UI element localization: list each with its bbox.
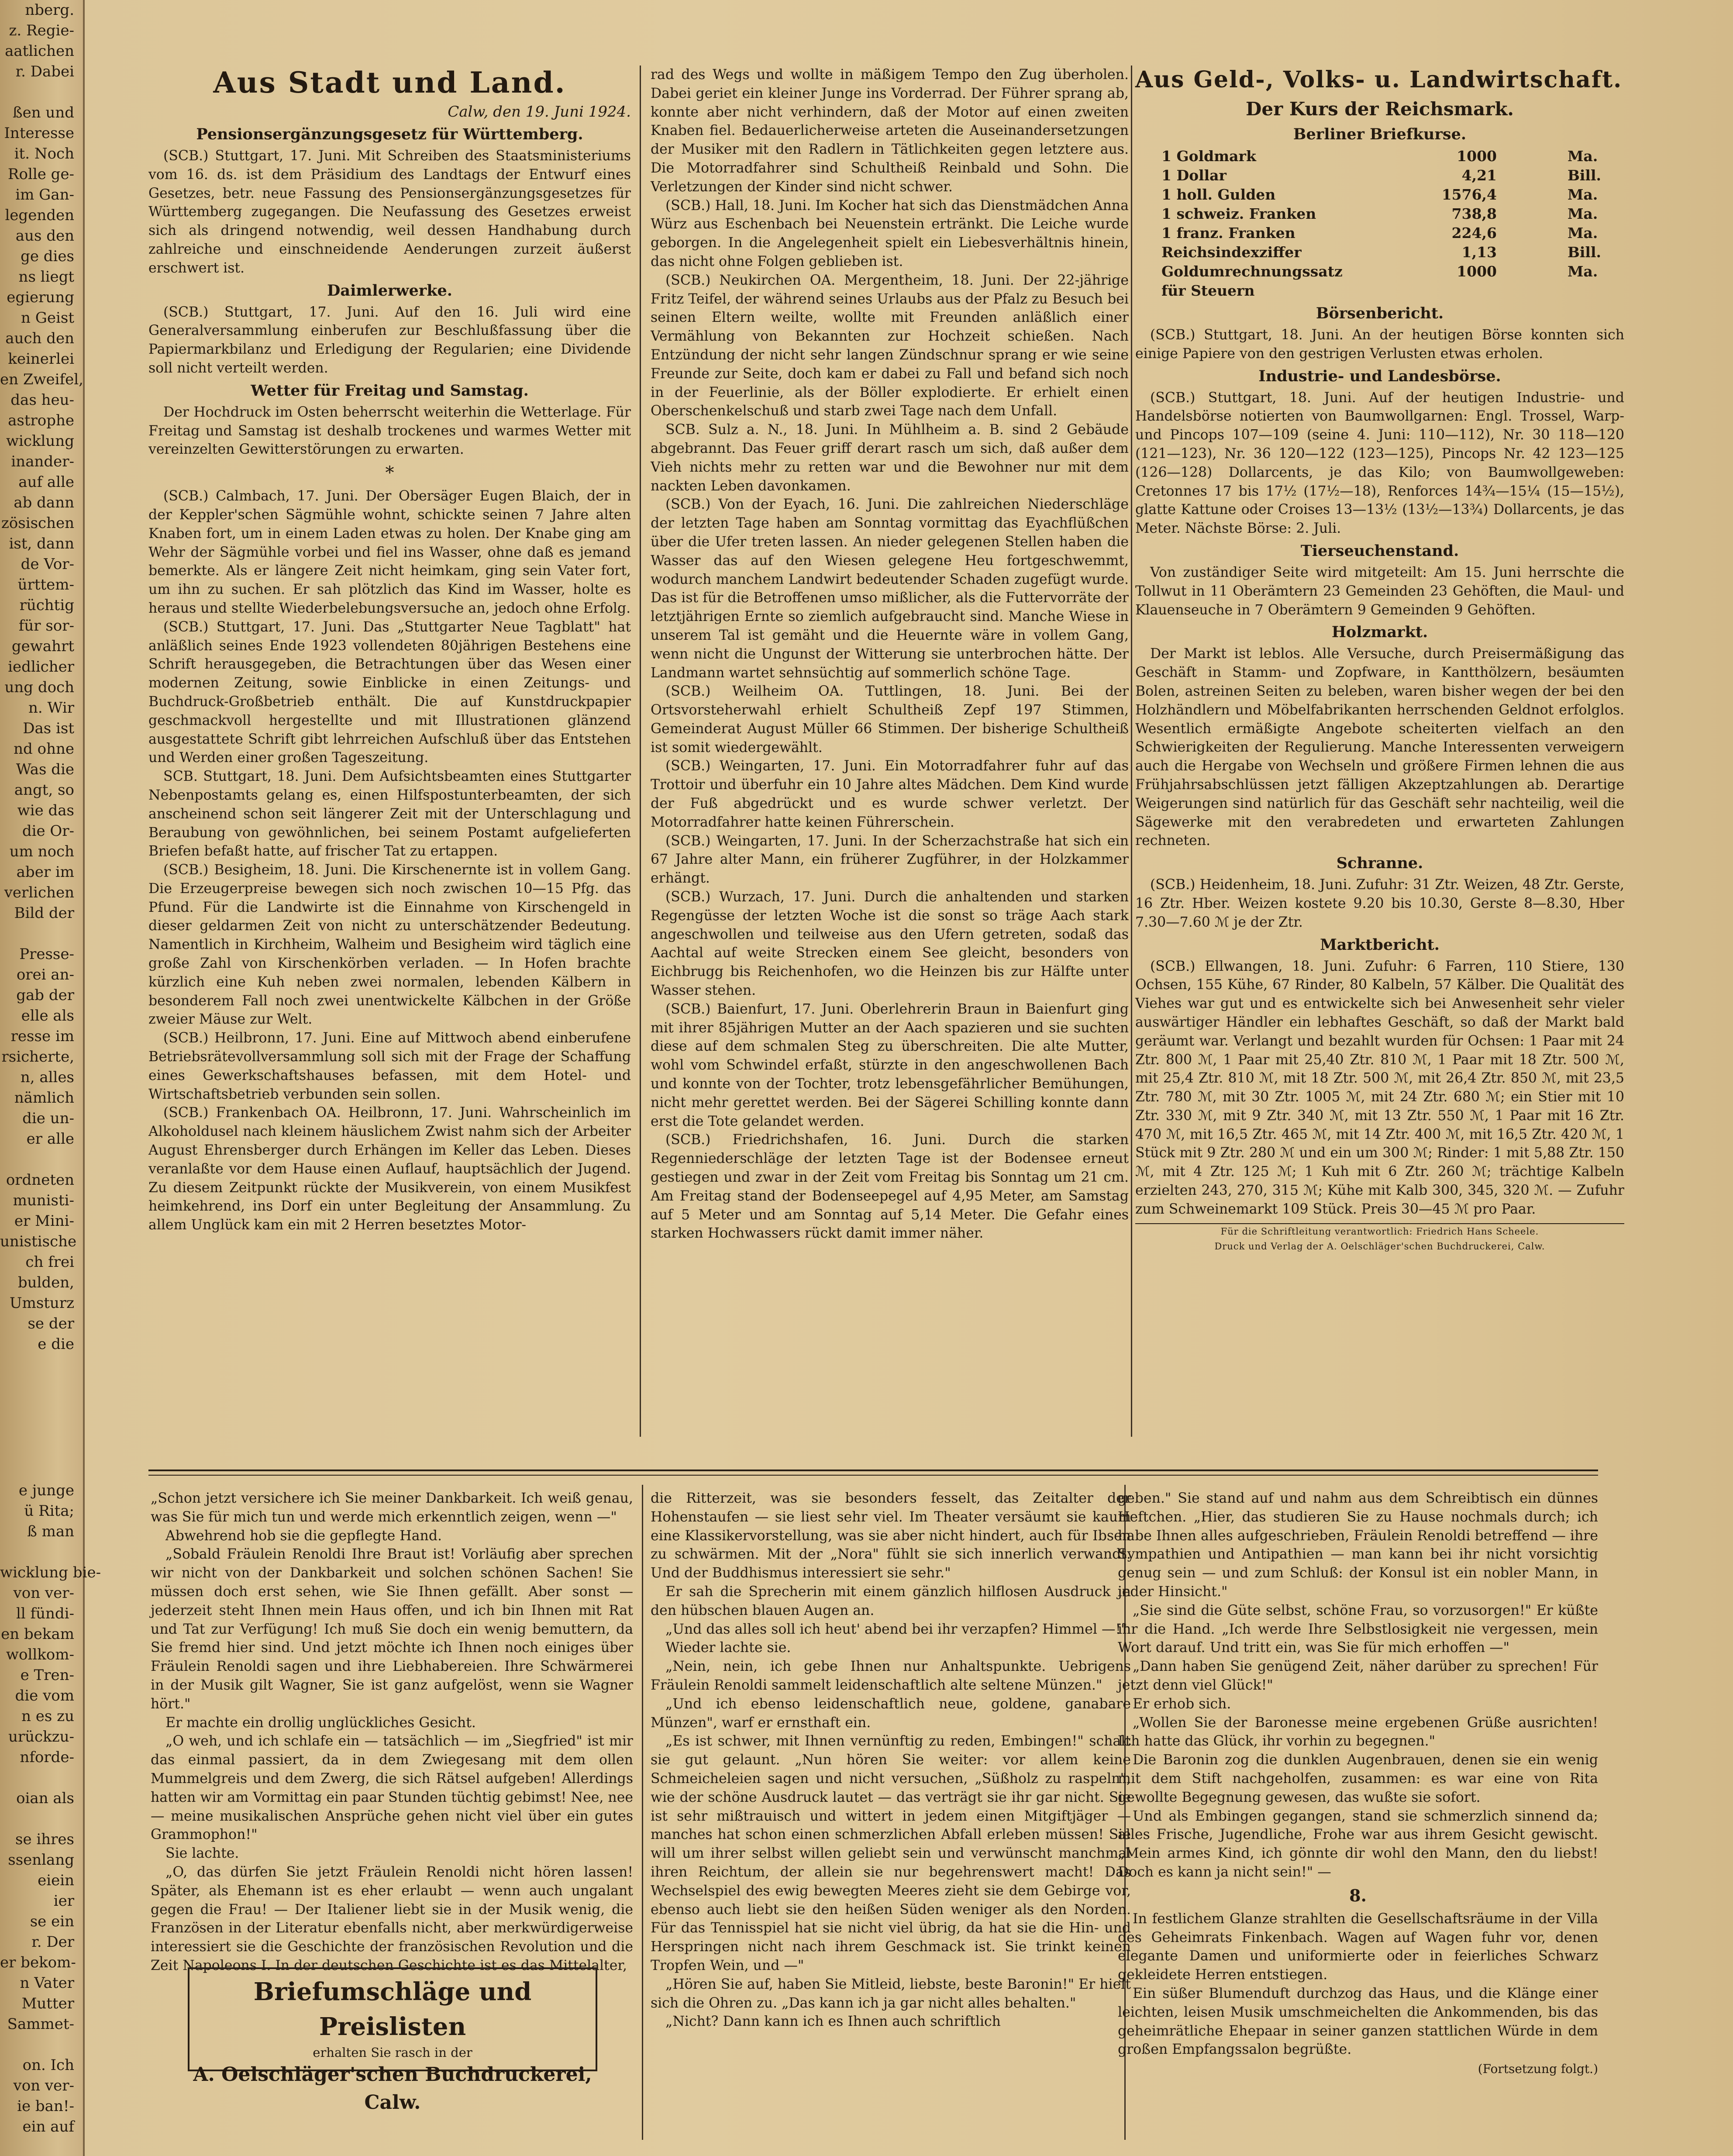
- adjacent-page-line: urückzu-: [8, 1728, 74, 1745]
- ad-publisher: A. Oelschläger'schen Buchdruckerei, Calw.: [193, 2063, 592, 2114]
- feuilleton-column-3: [1118, 1489, 1598, 2153]
- column-rule: [1131, 66, 1132, 1437]
- adjacent-page-line: von ver-: [13, 1584, 74, 1602]
- adjacent-page-line: ßen und: [12, 104, 74, 121]
- adjacent-page-line: wicklung: [6, 432, 74, 450]
- adjacent-page-line: bulden,: [17, 1274, 74, 1291]
- adjacent-page-line: ch frei: [25, 1253, 74, 1271]
- article-heading: Tierseuchenstand.: [1300, 542, 1459, 560]
- story-paragraph: Abwehrend hob sie die gepflegte Hand.: [165, 1528, 442, 1544]
- currency-name: Goldumrechnungssatz für Steuern: [1161, 263, 1343, 299]
- adjacent-page-line: wollkom-: [6, 1646, 74, 1663]
- adjacent-page-text-top: [0, 0, 83, 1353]
- adjacent-page-line: elle als: [21, 1007, 74, 1025]
- exchange-rate-row: [1135, 224, 1624, 243]
- adjacent-page-line: ssenlang: [8, 1851, 74, 1869]
- article-heading: Wetter für Freitag und Samstag.: [251, 381, 529, 400]
- rate-unit: Ma.: [1568, 148, 1598, 165]
- adjacent-page-line: ns liegt: [18, 268, 74, 286]
- exchange-rate-row: [1135, 147, 1624, 166]
- adjacent-page-line: de Vor-: [21, 555, 74, 573]
- story-paragraph: Wieder lachte sie.: [665, 1640, 791, 1656]
- story-paragraph: Er erhob sich.: [1133, 1696, 1231, 1712]
- article-paragraph: (SCB.) Ellwangen, 18. Juni. Zufuhr: 6 Farren, 110 Stiere, 130 Ochsen, 155 Kühe, 67 Rinder, 80 Kalbeln, 57 Kälber. Die Qualität des Viehes war gut und es entwickelte sich bei Anwesenheit sehr vieler auswärtiger Händler ein lebhaftes Geschäft, so daß der Markt bald geräumt war. Verlangt und bezahlt wurden für Ochsen: 1 Paar mit 24 Ztr. 800 ℳ, 1 Paar mit 25,40 Ztr. 810 ℳ, 1 Paar mit 18 Ztr. 500 ℳ, mit 25,4 Ztr. 810 ℳ, mit 18 Ztr. 500 ℳ, mit 26,4 Ztr. 850 ℳ, mit 23,5 Ztr. 780 ℳ, mit 30 Ztr. 1005 ℳ, mit 24 Ztr. 680 ℳ; ein Stier mit 10 Ztr. 330 ℳ, mit 9 Ztr. 340 ℳ, mit 13 Ztr. 550 ℳ, 1 Paar mit 16 Ztr. 470 ℳ, mit 16,5 Ztr. 465 ℳ, mit 14 Ztr. 400 ℳ, mit 16,5 Ztr. 420 ℳ, 1 Stück mit 9 Ztr. 280 ℳ und ein um 300 ℳ; Rinder: 1 mit 5,88 Ztr. 150 ℳ, mit 4 Ztr. 125 ℳ; 1 Kuh mit 6 Ztr. 260 ℳ; trächtige Kalbeln erzielten 243, 270, 315 ℳ; Kühe mit Kalb 300, 345, 320 ℳ. — Zufuhr zum Schweinemarkt 109 Stück. Preis 30—45 ℳ pro Paar.: [1135, 958, 1624, 1217]
- column-stadt-und-land: [148, 66, 631, 1437]
- adjacent-page-line: ü Rita;: [24, 1502, 74, 1520]
- continuation-note: (Fortsetzung folgt.): [1478, 2062, 1598, 2077]
- adjacent-page-line: Rolle ge-: [7, 166, 74, 183]
- adjacent-page-line: für sor-: [18, 617, 74, 635]
- adjacent-page-line: die un-: [22, 1110, 74, 1127]
- rate-unit: Ma.: [1568, 224, 1598, 241]
- adjacent-page-line: e die: [38, 1335, 74, 1353]
- exchange-rate-table: [1135, 147, 1624, 300]
- article-heading: Börsenbericht.: [1316, 304, 1444, 322]
- exchange-rate-row: [1135, 262, 1624, 300]
- exchange-rate-subtitle: Berliner Briefkurse.: [1293, 125, 1467, 143]
- story-paragraph: „O weh, und ich schlafe ein — tatsächlich — im „Siegfried" ist mir das einmal passiert, da in dem Zwiegesang mit dem ollen Mummelgreis und dem Zwerg, die sich Rätsel aufgeben! Allerdings hatten wir am Vormittag ein paar Stunden tüchtig gebimst! Nee, nee — meine musikalischen Ansprüche gehen nicht viel über ein gutes Grammophon!": [151, 1733, 633, 1843]
- story-paragraph: Er machte ein drollig unglückliches Gesicht.: [165, 1714, 476, 1731]
- rate-value: 1000: [1457, 263, 1497, 280]
- adjacent-page-line: ge dies: [21, 248, 74, 265]
- story-paragraph: „Sie sind die Güte selbst, schöne Frau, so vorzusorgen!" Er küßte ihr die Hand. „Ich werde Ihre Selbstlosigkeit nie vergessen, mein Wort darauf. Und tritt ein, was Sie für mich erhoffen —": [1118, 1602, 1598, 1656]
- currency-name: 1 schweiz. Franken: [1161, 205, 1316, 222]
- currency-name: 1 Dollar: [1161, 167, 1227, 184]
- adjacent-page-line: oian als: [16, 1790, 74, 1807]
- article-paragraph: (SCB.) Baienfurt, 17. Juni. Oberlehrerin Braun in Baienfurt ging mit ihrer 85jährigen Mutter an der Aach spazieren und sie suchten diese auf dem schmalen Steg zu überschreiten. Die alte Mutter, wohl vom Schwindel erfaßt, stürzte in den angeschwollenen Bach und konnte von der Tochter, trotz lebensgefährlicher Bemühungen, nicht mehr gerettet werden. Bei der Sägerei Schilling konnte dann erst die Tote gelandet werden.: [651, 1001, 1129, 1129]
- article-paragraph: Von zuständiger Seite wird mitgeteilt: Am 15. Juni herrschte die Tollwut in 11 Oberämtern 23 Gemeinden 23 Gehöften, die Maul- und Klauenseuche in 7 Oberämtern 9 Gemeinden 9 Gehöften.: [1135, 564, 1624, 618]
- adjacent-page-line: gewahrt: [11, 638, 74, 655]
- article-heading: Schranne.: [1336, 854, 1423, 873]
- rate-value: 1576,4: [1441, 186, 1497, 203]
- adjacent-page-line: ürttem-: [17, 576, 74, 593]
- column-rule: [640, 66, 641, 1437]
- adjacent-page-line: er alle: [26, 1130, 74, 1148]
- story-paragraph: „Hören Sie auf, haben Sie Mitleid, liebste, beste Baronin!" Er hielt sich die Ohren zu. „Das kann ich ja gar nicht alles behalten.": [651, 1976, 1131, 2011]
- adjacent-page-line: aus den: [15, 227, 74, 245]
- adjacent-page-line: e Tren-: [20, 1666, 74, 1684]
- column-body: [651, 66, 1129, 1243]
- story-paragraph: geben." Sie stand auf und nahm aus dem Schreibtisch ein dünnes Heftchen. „Hier, das studieren Sie zu Hause nochmals durch; ich habe Ihnen alles aufgeschrieben, Fräulein Renoldi betreffend — ihre Sympathien und Antipathien — man kann bei ihr nicht vorsichtig genug sein — und zum Schluß: der Konsul ist ein nobler Mann, in jeder Hinsicht.": [1118, 1490, 1598, 1600]
- adjacent-page-line: unistische: [0, 1233, 77, 1250]
- article-paragraph: (SCB.) Weingarten, 17. Juni. Ein Motorradfahrer fuhr auf das Trottoir und überfuhr ein 10 Jahre altes Mädchen. Dem Kind wurde der Fuß abgedrückt und es wurde schwer verletzt. Der Motorradfahrer hatte keinen Führerschein.: [651, 758, 1129, 830]
- exchange-rate-row: [1135, 243, 1624, 262]
- adjacent-page-line: [0, 1768, 74, 1788]
- article-paragraph: Der Hochdruck im Osten beherrscht weiterhin die Wetterlage. Für Freitag und Samstag ist deshalb trockenes und warmes Wetter mit vereinzelten Gewitterstörungen zu erwarten.: [148, 404, 631, 458]
- article-paragraph: SCB. Sulz a. N., 18. Juni. In Mühlheim a. B. sind 2 Gebäude abgebrannt. Das Feuer griff derart rasch um sich, daß außer dem Vieh nichts mehr zu retten war und die Bewohner nur mit dem nackten Leben davonkamen.: [651, 422, 1129, 494]
- adjacent-page-line: Das ist: [23, 720, 74, 737]
- column-rule: [642, 1485, 643, 2140]
- story-paragraph: „Wollen Sie der Baronesse meine ergebenen Grüße ausrichten! Ich hatte das Glück, ihr vorhin zu begegnen.": [1118, 1714, 1598, 1749]
- adjacent-page-text-bottom: [0, 1480, 101, 2135]
- article-paragraph: (SCB.) Stuttgart, 17. Juni. Auf den 16. Juli wird eine Generalversammlung einberufen zur Beschlußfassung über die Papiermarkbilanz und Erledigung der Regularien; eine Dividende soll nicht verteilt werden.: [148, 304, 631, 376]
- story-paragraph: Ein süßer Blumenduft durchzog das Haus, und die Klänge einer leichten, leisen Musik umschmeichelten die Ankommenden, bis das geheimrätliche Ehepaar in seiner ganzen stattlichen Würde in dem großen Empfangssalon begrüßte.: [1118, 1985, 1598, 2058]
- feuilleton-separator-thin: [148, 1475, 1598, 1476]
- article-paragraph: rad des Wegs und wollte in mäßigem Tempo den Zug überholen. Dabei geriet ein kleiner Junge ins Vorderrad. Der Führer sprang ab, konnte aber nicht verhindern, daß der Motor auf einen zweiten Knaben fiel. Bedauerlicherweise arteten die Auseinandersetzungen der Musiker mit den Radlern in Tätlichkeiten gegen letztere aus. Die Motorradfahrer sind Schultheiß Reinbald und Sohn. Die Verletzungen der Kinder sind nicht schwer.: [651, 67, 1129, 195]
- adjacent-page-line: Mutter: [21, 1995, 74, 2012]
- adjacent-page-line: r. Der: [31, 1933, 74, 1951]
- adjacent-page-line: n. Wir: [28, 699, 74, 717]
- story-paragraph: die Ritterzeit, was sie besonders fesselt, das Zeitalter der Hohenstaufen — sie liest sehr viel. Im Theater versäumt sie kaum eine Klassikervorstellung, was sie aber nicht hindert, auch für Ibsen zu schwärmen. Mit der „Nora" fühlt sie sich innerlich verwandt. Und der Buddhismus interessiert sie sehr.": [651, 1490, 1131, 1581]
- currency-name: Reichsindexziffer: [1161, 244, 1302, 261]
- adjacent-page-line: [0, 924, 74, 944]
- rate-unit: Bill.: [1568, 167, 1601, 184]
- currency-name: 1 Goldmark: [1161, 148, 1256, 165]
- story-paragraph: „Und das alles soll ich heut' abend bei ihr verzapfen? Himmel —!": [665, 1621, 1127, 1637]
- exchange-rate-row: [1135, 185, 1624, 204]
- article-paragraph: (SCB.) Wurzach, 17. Juni. Durch die anhaltenden und starken Regengüsse der letzten Woche ist die sonst so träge Aach stark angeschwollen und teilweise aus den Ufern getreten, sodaß das Aachtal auf weite Strecken einem See gleicht, besonders von Eichbrugg bis Reichenhofen, wo die Heinzen bis zur Hälfte unter Wasser stehen.: [651, 889, 1129, 999]
- adjacent-page-edge: [0, 0, 101, 2156]
- imprint-rule: [1135, 1223, 1624, 1224]
- story-paragraph: „Und ich ebenso leidenschaftlich neue, goldene, ganabare Münzen", warf er ernsthaft ein.: [651, 1696, 1131, 1731]
- adjacent-page-line: wie das: [17, 802, 74, 819]
- adjacent-page-line: im Gan-: [15, 186, 74, 204]
- article-paragraph: (SCB.) Stuttgart, 17. Juni. Mit Schreiben des Staatsministeriums vom 16. ds. ist dem Präsidium des Landtags der Entwurf eines Gesetzes, betr. neue Fassung des Pensionsergänzungsgesetzes für Württemberg zugegangen. Die Neufassung des Gesetzes erweist sich als dringend notwendig, weil dessen Handhabung durch zahlreiche und einschneidende Aenderungen zurzeit äußerst erschwert ist.: [148, 148, 631, 276]
- rate-value: 224,6: [1451, 224, 1497, 241]
- adjacent-page-line: um noch: [9, 843, 74, 860]
- adjacent-page-line: gab der: [16, 987, 74, 1004]
- article-heading: Pensionsergänzungsgesetz für Württemberg.: [196, 125, 583, 143]
- adjacent-page-line: en bekam: [1, 1625, 74, 1643]
- exchange-rate-row: [1135, 204, 1624, 224]
- article-paragraph: (SCB.) Weingarten, 17. Juni. In der Scherzachstraße hat sich ein 67 Jahre alter Mann, ein früherer Zugführer, in der Holzkammer erhängt.: [651, 833, 1129, 887]
- column-body: [148, 124, 631, 1235]
- adjacent-page-line: auch den: [5, 330, 74, 347]
- adjacent-page-line: Was die: [16, 761, 74, 778]
- adjacent-page-line: Presse-: [19, 945, 74, 963]
- ad-headline: Briefumschläge und Preislisten: [253, 1977, 532, 2041]
- column-geld-volks-landwirtschaft: [1135, 66, 1624, 1437]
- story-paragraph: In festlichem Glanze strahlten die Gesellschaftsräume in der Villa des Geheimrats Finkenbach. Wagen auf Wagen fuhr vor, denen elegante Damen und uniformierte oder in feierliches Schwarz gekleidete Herren entstiegen.: [1118, 1911, 1598, 1983]
- adjacent-page-line: ung doch: [4, 679, 74, 696]
- adjacent-page-line: Umsturz: [9, 1294, 74, 1312]
- dateline: Calw, den 19. Juni 1924.: [448, 103, 631, 121]
- adjacent-page-line: [0, 82, 74, 103]
- adjacent-page-line: [0, 1542, 74, 1563]
- exchange-rate-row: [1135, 166, 1624, 185]
- adjacent-page-line: nämlich: [14, 1089, 74, 1107]
- adjacent-page-line: en Zweifel,: [0, 371, 83, 388]
- adjacent-page-line: nd ohne: [14, 740, 74, 758]
- adjacent-page-line: legenden: [5, 207, 74, 224]
- story-paragraph: „Nein, nein, ich gebe Ihnen nur Anhaltspunkte. Uebrigens Fräulein Renoldi sammelt leidenschaftlich alte seltene Münzen.": [651, 1659, 1131, 1693]
- adjacent-page-line: eiein: [38, 1872, 74, 1889]
- adjacent-page-line: se ihres: [15, 1831, 74, 1848]
- article-paragraph: (SCB.) Stuttgart, 17. Juni. Das „Stuttgarter Neue Tagblatt" hat anläßlich seines Ende 1923 vollendeten 80jährigen Bestehens eine Schrift herausgegeben, die Betrachtungen über das Wesen einer modernen Zeitung, sowie Einblicke in einen Zeitungs- und Buchdruck-Großbetrieb enthält. Die auf Kunstdruckpapier geschmackvoll hergestellte und mit Illustrationen glänzend ausgestattete Schrift gibt lehrreichen Aufschluß über das Entstehen und Werden einer großen Tageszeitung.: [148, 619, 631, 766]
- story-paragraph: Die Baronin zog die dunklen Augenbrauen, denen sie ein wenig mit dem Stift nachgeholfen, zusammen: es war eine von Rita gewollte Begegnung gewesen, das wußte sie sofort.: [1118, 1752, 1598, 1805]
- column-continued: [651, 66, 1129, 1437]
- story-paragraph: „Es ist schwer, mit Ihnen vernünftig zu reden, Embingen!" schalt sie gut gelaunt. „Nun hören Sie weiter: vor allem keine Schmeicheleien sagen und nicht versuchen, „Süßholz zu raspeln", wie der schöne Ausdruck lautet — das verträgt sie ihr gar nicht. Sie ist sehr mißtrauisch und wittert in jedem einen Mitgiftjäger — manches hat schon einen schmerzlichen Abfall erleben müssen! Sie will um ihrer selbst willen geliebt sein und verwünscht manchmal ihren Reichtum, der allein sie nur begehrenswert macht! Das Wechselspiel des ewig bewegten Meeres zieht sie dem Gebirge vor, ebenso auch liebt sie den heißen Süden weniger als den Norden. Für das Tennisspiel hat sie nicht viel übrig, da hat sie die Hin- und Herspringen nicht nach ihrem Geschmack ist. Sie trinkt keinen Tropfen Wein, und —": [651, 1733, 1131, 1973]
- adjacent-page-line: ß man: [27, 1523, 74, 1540]
- adjacent-page-line: zösischen: [1, 514, 74, 532]
- rate-unit: Ma.: [1568, 263, 1598, 280]
- article-paragraph: (SCB.) Heilbronn, 17. Juni. Eine auf Mittwoch abend einberufene Betriebsrätevollversammlung soll sich mit der Frage der Schaffung eines Gewerkschaftshauses befassen, mit dem Hotel- und Wirtschaftsbetrieb verbunden sein sollen.: [148, 1030, 631, 1102]
- rate-value: 738,8: [1451, 205, 1497, 222]
- story-paragraph: Sie lachte.: [165, 1846, 239, 1862]
- imprint-editor: Für die Schriftleitung verantwortlich: Friedrich Hans Scheele.: [1220, 1226, 1539, 1237]
- adjacent-page-line: angt, so: [14, 781, 74, 799]
- adjacent-page-line: r. Dabei: [15, 63, 74, 80]
- article-paragraph: (SCB.) Besigheim, 18. Juni. Die Kirschenernte ist in vollem Gang. Die Erzeugerpreise bewegen sich noch zwischen 10—15 Pfg. das Pfund. Für die Landwirte ist die Einnahme von Kirschengeld in dieser geldarmen Zeit von nicht zu unterschätzender Bedeutung. Namentlich in Kirchheim, Walheim und Besigheim wird täglich eine große Zahl von Kirschenkörben verladen. — In Hofen brachte kürzlich eine Kuh neben zwei normalen, lebenden Kälbern in besonderem Fall noch zwei unentwickelte Kälbchen in der Größe zweier Mäuse zur Welt.: [148, 862, 631, 1028]
- adjacent-page-line: egierung: [7, 289, 74, 306]
- adjacent-page-line: [0, 1809, 74, 1829]
- adjacent-page-line: aatlichen: [5, 42, 74, 60]
- rate-value: 4,21: [1461, 167, 1497, 184]
- adjacent-page-line: wicklung bie-: [0, 1564, 101, 1581]
- article-heading: Industrie- und Landesbörse.: [1258, 367, 1501, 385]
- rate-value: 1000: [1457, 148, 1497, 165]
- adjacent-page-line: se der: [28, 1315, 74, 1332]
- story-paragraph: „Dann haben Sie genügend Zeit, näher darüber zu sprechen! Für jetzt denn viel Glück!": [1118, 1659, 1598, 1693]
- adjacent-page-line: er bekom-: [0, 1954, 76, 1971]
- article-paragraph: (SCB.) Von der Eyach, 16. Juni. Die zahlreichen Niederschläge der letzten Tage haben am Sonntag vormittag das Eyachflüßchen über die Ufer treten lassen. An nieder gelegenen Stellen haben die Wasser das auf den Wiesen gelegene Heu fortgeschwemmt, wodurch manchem Landwirt bedeutender Schaden zugefügt wurde. Das ist für die Betroffenen umso mißlicher, als die Futtervorräte der letztjährigen Ernte so ziemlich aufgebraucht sind. Manche Wiese in unserem Tal ist gemäht und die Heuernte wäre in vollem Gang, wenn nicht die Ungunst der Witterung sie unterbrochen hätte. Der Landmann wartet sehnsüchtig auf sommerlich schöne Tage.: [651, 497, 1129, 681]
- section-masthead: Aus Geld-, Volks- u. Landwirtschaft.: [1135, 66, 1623, 93]
- imprint-publisher: Druck und Verlag der A. Oelschläger'schen Buchdruckerei, Calw.: [1214, 1241, 1545, 1252]
- adjacent-page-line: rüchtig: [19, 597, 74, 614]
- adjacent-page-line: Interesse: [4, 124, 74, 142]
- article-heading: Holzmarkt.: [1331, 623, 1428, 642]
- story-paragraph: „O, das dürfen Sie jetzt Fräulein Renoldi nicht hören lassen! Später, als Ehemann ist es eher erlaubt — wenn auch ungalant gegen die Frau! — Der Italiener liebt sie in der Musik wenig, die Französen in der Literatur ebenfalls nicht, aber merkwürdigerweise interessiert sie die Geschichte der französischen Revolution und die Zeit Napoleons I. In der deutschen Geschichte ist es das Mittelalter,: [151, 1864, 633, 1973]
- story-paragraph: Und als Embingen gegangen, stand sie schmerzlich sinnend da; alles Frische, Jugendliche, Frohe war aus ihrem Gesicht gewischt. „Mein armes Kind, ich gönnte dir wohl den Mann, den du liebst! Doch es kann ja nicht sein!" —: [1118, 1808, 1598, 1880]
- adjacent-page-line: ll fündi-: [16, 1605, 74, 1622]
- adjacent-page-line: Sammet-: [7, 2015, 74, 2033]
- article-paragraph: (SCB.) Friedrichshafen, 16. Juni. Durch die starken Regenniederschläge der letzten Tage ist der Bodensee erneut gestiegen und zwar in der Zeit vom Freitag bis Sonntag um 21 cm. Am Freitag stand der Bodenseepegel auf 4,95 Meter, am Samstag auf 5 Meter und am Sonntag auf 5,14 Meter. Die Gefahr eines starken Hochwassers rückt damit immer näher.: [651, 1132, 1129, 1242]
- feuilleton-separator: [148, 1470, 1598, 1471]
- chapter-number: 8.: [1349, 1885, 1367, 1905]
- adjacent-page-line: n es zu: [21, 1708, 74, 1725]
- adjacent-page-line: [0, 2035, 74, 2055]
- article-paragraph: (SCB.) Frankenbach OA. Heilbronn, 17. Juni. Wahrscheinlich im Alkoholdusel nach kleinem häuslichem Zwist nahm sich der Arbeiter August Ehrensberger durch Erhängen im Keller das Leben. Dieses veranlaßte vor dem Hause einen Auflauf, hauptsächlich der Jugend. Zu diesem Zeitpunkt rückte der Musikverein, von einem Musikfest heimkehrend, ins Dorf ein unter Begleitung der Ansammlung. Zu allem Unglück kam ein mit 2 Herren besetztes Motor-: [148, 1105, 631, 1233]
- article-paragraph: (SCB.) Weilheim OA. Tuttlingen, 18. Juni. Bei der Ortsvorsteherwahl erhielt Schultheiß Zepf 197 Stimmen, Gemeinderat August Müller 66 Stimmen. Der bisherige Schultheiß ist somit wiedergewählt.: [651, 683, 1129, 755]
- adjacent-page-line: z. Regie-: [9, 22, 74, 39]
- adjacent-page-line: [0, 1149, 74, 1170]
- adjacent-page-line: von ver-: [13, 2077, 74, 2094]
- adjacent-page-line: verlichen: [4, 884, 74, 901]
- article-paragraph: Der Markt ist leblos. Alle Versuche, durch Preisermäßigung das Geschäft in Stamm- und Zopfware, in Kantthölzern, besäumten Bolen, astreinen Seiten zu beleben, waren bisher wegen der bei den Holzhändlern und Möbelfabrikanten herrschenden Geldnot erfolglos. Wesentlich ermäßigte Angebote scheiterten vielfach an den Schwierigkeiten der Regulierung. Manche Interessenten verweigern auch die Hergabe von Wechseln und größere Firmen lehnen die aus Frühjahrsabschlüssen jetzt fälligen Akzeptzahlungen ab. Derartige Weigerungen sind natürlich für das Geschäft sehr nachteilig, weil die Sägewerke mit den verabredeten und erwarteten Zahlungen rechneten.: [1135, 646, 1624, 849]
- article-heading: Marktbericht.: [1320, 935, 1440, 954]
- ad-subline: erhalten Sie rasch in der: [313, 2045, 472, 2060]
- article-paragraph: (SCB.) Heidenheim, 18. Juni. Zufuhr: 31 Ztr. Weizen, 48 Ztr. Gerste, 16 Ztr. Hber. Weizen kostete 9.20 bis 10.30, Gerste 8—8.30, Hber 7.30—7.60 ℳ je der Ztr.: [1135, 877, 1624, 930]
- section-divider-star: *: [385, 463, 394, 483]
- exchange-rate-title: Der Kurs der Reichsmark.: [1245, 98, 1514, 120]
- article-paragraph: (SCB.) Stuttgart, 18. Juni. An der heutigen Börse konnten sich einige Papiere von den gestrigen Verlusten etwas erholen.: [1135, 327, 1624, 362]
- advertisement-box: [188, 1967, 597, 2114]
- feuilleton-body: [651, 1489, 1131, 2031]
- rate-unit: Ma.: [1568, 186, 1598, 203]
- feuilleton-body: [151, 1489, 633, 1975]
- feuilleton-column-1: [151, 1489, 633, 1973]
- currency-name: 1 holl. Gulden: [1161, 186, 1276, 203]
- adjacent-page-line: er Mini-: [14, 1212, 74, 1230]
- adjacent-page-line: munisti-: [13, 1192, 74, 1209]
- adjacent-page-line: aber im: [16, 863, 74, 881]
- article-paragraph: (SCB.) Neukirchen OA. Mergentheim, 18. Juni. Der 22-jährige Fritz Teifel, der während seines Urlaubs aus der Pfalz zu Besuch bei seinen Eltern weilte, wollte mit Freunden anläßlich einer Vermählung von Bekannten zur Hochzeit schießen. Nach Entzündung der nicht sehr langen Zündschnur sprang er wie seine Freunde zur Seite, doch kam er dabei zu Fall und befand sich noch in der Feuerlinie, als der Böller explodierte. Er erhielt einen Oberschenkelschuß und starb zwei Tage nach dem Unfall.: [651, 272, 1129, 419]
- adjacent-page-line: ie ban!-: [17, 2097, 74, 2115]
- article-paragraph: (SCB.) Calmbach, 17. Juni. Der Obersäger Eugen Blaich, der in der Keppler'schen Sägmühle wohnt, schickte seinen 7 Jahre alten Knaben fort, um in einem Laden etwas zu holen. Der Knabe ging am Wehr der Sägmühle vorbei und fiel ins Wasser, ohne daß es jemand bemerkte. Als er längere Zeit nicht heimkam, ging sein Vater fort, um ihn zu suchen. Er sah plötzlich das Kind im Wasser, holte es heraus und stellte Wiederbelebungsversuche an, jedoch ohne Erfolg.: [148, 488, 631, 616]
- adjacent-page-line: astrophe: [8, 412, 74, 429]
- adjacent-page-line: on. Ich: [22, 2056, 74, 2074]
- adjacent-page-line: ein auf: [22, 2118, 74, 2135]
- story-paragraph: Er sah die Sprecherin mit einem gänzlich hilflosen Ausdruck in den hübschen blauen Augen an.: [651, 1583, 1131, 1618]
- adjacent-page-line: iedlicher: [8, 658, 74, 676]
- column-body: [1135, 303, 1624, 1219]
- adjacent-page-line: die Or-: [22, 822, 74, 840]
- rate-value: 1,13: [1461, 244, 1497, 261]
- story-paragraph: „Sobald Fräulein Renoldi Ihre Braut ist! Vorläufig aber sprechen wir nicht von der Dankbarkeit und solchen schönen Sachen! Sie müssen doch erst sehen, wie Sie Ihnen gefällt. Aber sonst — jederzeit steht Ihnen mein Haus offen, und ich bin Ihnen mit Rat und Tat zur Verfügung! Ich muß Sie doch ein wenig bemuttern, da Sie fremd hier sind. Und jetzt möchte ich Ihnen noch einiges über Fräulein Renoldi sagen und ihre Liebhabereien. Ihre Schwärmerei in der Musik gilt Wagner, Sie ist ganz aufgelöst, wenn sie Wagner hört.": [151, 1546, 633, 1712]
- adjacent-page-line: ier: [53, 1892, 74, 1910]
- adjacent-page-line: e junge: [18, 1482, 74, 1499]
- adjacent-page-line: resse im: [10, 1028, 74, 1045]
- article-paragraph: (SCB.) Hall, 18. Juni. Im Kocher hat sich das Dienstmädchen Anna Würz aus Eschenbach bei Neuenstein ertränkt. Die Leiche wurde geborgen. In die Angelegenheit spielt ein Liebesverhältnis hinein, das nicht ohne Folgen geblieben ist.: [651, 197, 1129, 269]
- adjacent-page-line: nberg.: [25, 1, 74, 19]
- adjacent-page-line: keinerlei: [8, 350, 74, 368]
- adjacent-page-line: die vom: [15, 1687, 74, 1704]
- adjacent-page-line: inander-: [11, 453, 74, 470]
- feuilleton-column-2: [651, 1489, 1131, 2153]
- adjacent-page-line: n, alles: [20, 1069, 74, 1086]
- article-paragraph: SCB. Stuttgart, 18. Juni. Dem Aufsichtsbeamten eines Stuttgarter Nebenpostamts gelang es, einen Hilfspostunterbeamten, der sich anscheinend schon seit längerer Zeit mit der Unterschlagung und Beraubung von gewöhnlichen, bei seinem Postamt aufgelieferten Briefen befaßt hatte, auf frischer Tat zu ertappen.: [148, 769, 631, 859]
- adjacent-page-line: nforde-: [20, 1749, 74, 1766]
- feuilleton-body: [1118, 1489, 1598, 2059]
- adjacent-page-line: ab dann: [14, 494, 74, 511]
- adjacent-page-line: Bild der: [14, 904, 74, 922]
- rate-unit: Ma.: [1568, 205, 1598, 222]
- article-heading: Daimlerwerke.: [327, 281, 452, 300]
- adjacent-page-line: n Vater: [20, 1974, 74, 1992]
- adjacent-page-line: se ein: [30, 1913, 74, 1930]
- currency-name: 1 franz. Franken: [1161, 224, 1295, 241]
- rate-unit: Bill.: [1568, 244, 1601, 261]
- adjacent-page-line: ordneten: [6, 1171, 74, 1189]
- story-paragraph: „Schon jetzt versichere ich Sie meiner Dankbarkeit. Ich weiß genau, was Sie für mich tun und werde mich erkenntlich zeigen, wenn —": [151, 1490, 633, 1525]
- adjacent-page-line: n Geist: [21, 309, 74, 327]
- adjacent-page-line: rsicherte,: [1, 1048, 74, 1066]
- adjacent-page-line: das heu-: [10, 391, 74, 409]
- story-paragraph: „Nicht? Dann kann ich es Ihnen auch schriftlich: [665, 2014, 1001, 2030]
- section-masthead: Aus Stadt und Land.: [213, 66, 566, 100]
- adjacent-page-line: ist, dann: [9, 535, 74, 552]
- adjacent-page-line: auf alle: [18, 473, 74, 491]
- adjacent-page-line: it. Noch: [14, 145, 74, 162]
- article-paragraph: (SCB.) Stuttgart, 18. Juni. Auf der heutigen Industrie- und Handelsbörse notierten von Baumwollgarnen: Engl. Trossel, Warp- und Pincops 107—109 (seine 4. Juni: 110—112), Nr. 30 118—120 (121—123), Nr. 36 120—122 (123—125), Pincops Nr. 42 123—125 (126—128) Dollarcents, je das Kilo; von Baumwollgeweben: Cretonnes 17 bis 17½ (17½—18), Renforces 14¾—15¼ (15—15½), glatte Kattune oder Croises 13—13½ (13½—13¾) Dollarcents, je das Meter. Nächste Börse: 2. Juli.: [1135, 390, 1624, 537]
- adjacent-page-line: orei an-: [16, 966, 74, 983]
